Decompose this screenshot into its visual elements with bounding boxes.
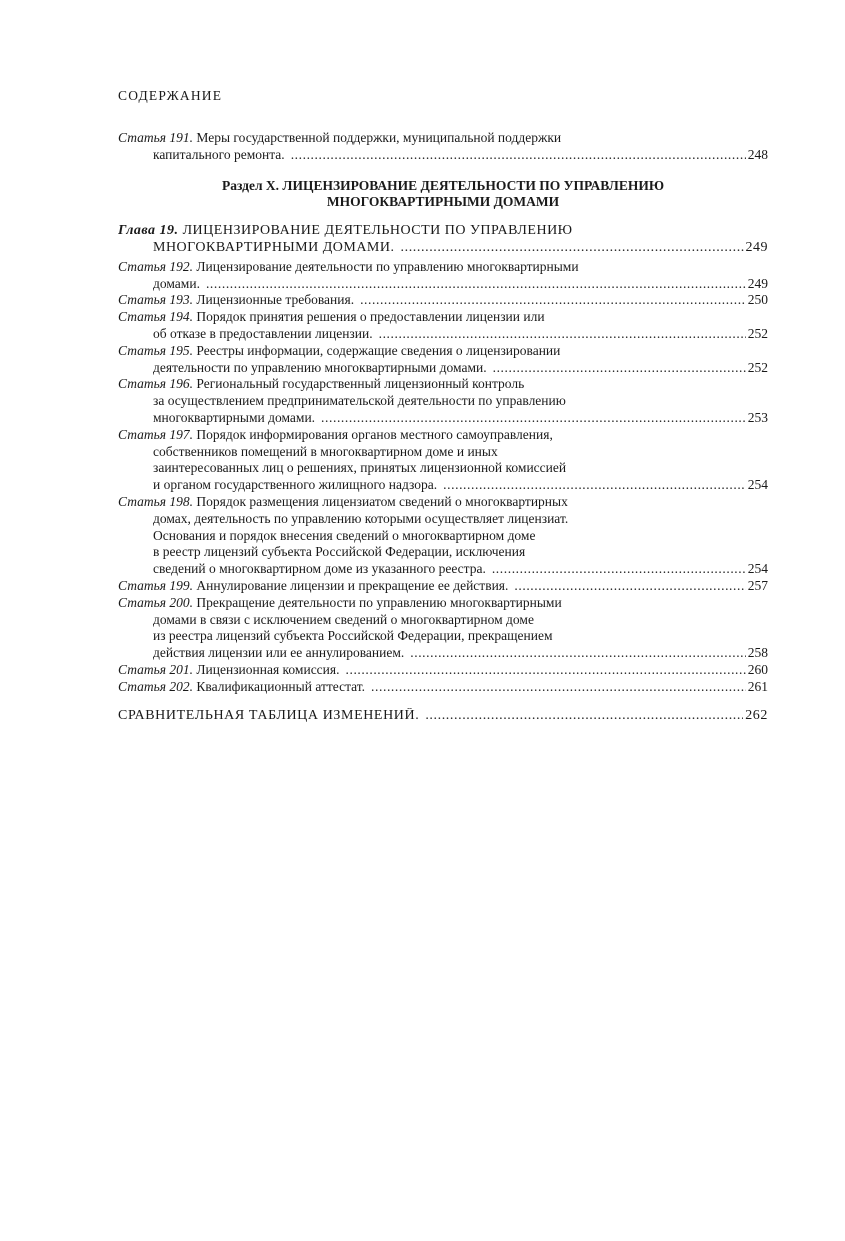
toc-entry-text: [153, 528, 535, 543]
dot-leader: [371, 679, 746, 696]
toc-entry-text: [153, 645, 404, 662]
toc-entry-text: [153, 544, 525, 559]
dot-leader: [492, 561, 746, 578]
toc-final-row: [118, 708, 768, 725]
toc-entry-title-part: капитального ремонта.: [153, 146, 285, 162]
toc-entry-line: [118, 477, 768, 494]
toc-entry-title-part: за осуществлением предпринимательской деятельности по управлению: [153, 393, 566, 409]
toc-entry-title-part: Порядок принятия решения о предоставлении лицензии или: [196, 309, 545, 325]
toc-entry-title-part: МНОГОКВАРТИРНЫМИ ДОМАМИ.: [153, 239, 395, 255]
toc-entry-title-part: домами.: [153, 275, 200, 291]
toc-entry-text: [153, 444, 498, 459]
dot-leader: [514, 578, 745, 595]
toc-entry-line: [118, 276, 768, 293]
toc-entry-text: [118, 494, 568, 509]
toc-entry-label: Статья 198.: [118, 493, 194, 509]
toc-entry-text: [118, 376, 524, 391]
toc-entry-label: Статья 199.: [118, 577, 194, 593]
toc-entry-label: Статья 200.: [118, 594, 194, 610]
toc-entry-page: 252: [747, 325, 768, 341]
toc-list-before: [118, 130, 768, 164]
toc-entry: [118, 343, 768, 377]
toc-entry-line: [118, 544, 768, 561]
toc-entry-line: [118, 292, 768, 309]
toc-entry-page: 254: [747, 561, 768, 577]
toc-entry-line: [118, 662, 768, 679]
toc-entry-title-part: Порядок информирования органов местного самоуправления,: [196, 426, 553, 442]
toc-entry-title-part: в реестр лицензий субъекта Российской Федерации, исключения: [153, 544, 526, 560]
toc-entry-line: [118, 376, 768, 393]
toc-entry-title-part: домами в связи с исключением сведений о многоквартирном доме: [153, 611, 534, 627]
toc-entry-title-part: сведений о многоквартирном доме из указанного реестра.: [153, 561, 486, 577]
toc-entry-line: [118, 612, 768, 629]
toc-entry-title-part: ЛИЦЕНЗИРОВАНИЕ ДЕЯТЕЛЬНОСТИ ПО УПРАВЛЕНИЮ: [182, 223, 573, 239]
toc-final-text: СРАВНИТЕЛЬНАЯ ТАБЛИЦА ИЗМЕНЕНИЙ.: [118, 707, 420, 723]
toc-entry-title-part: Меры государственной поддержки, муниципальной поддержки: [196, 130, 562, 145]
toc-entry-text: [118, 343, 560, 358]
toc-entry-title-part: Лицензирование деятельности по управлению многоквартирными: [196, 258, 579, 274]
toc-entry: [118, 679, 768, 696]
toc-entry-text: [118, 292, 354, 309]
toc-entry-line: [118, 223, 768, 240]
dot-leader: [346, 662, 746, 679]
toc-entry-title-part: Региональный государственный лицензионный контроль: [196, 376, 525, 392]
toc-entry-line: [118, 561, 768, 578]
toc-entry-line: [118, 511, 768, 528]
toc-entry-line: [118, 147, 768, 164]
toc-entry-label: Статья 192.: [118, 258, 194, 274]
toc-entry-text: [118, 679, 365, 696]
toc-chapter-entry: [118, 223, 768, 257]
toc-entry: [118, 259, 768, 293]
toc-entry-line: [118, 240, 768, 257]
toc-entry: [118, 578, 768, 595]
toc-entry-text: [153, 628, 553, 643]
toc-entry-line: [118, 679, 768, 696]
toc-entry-title-part: Основания и порядок внесения сведений о многоквартирном доме: [153, 527, 536, 543]
toc-entry: [118, 494, 768, 578]
toc-entry-text: [118, 427, 553, 442]
toc-entry-text: [153, 326, 373, 343]
toc-entry-title-part: деятельности по управлению многоквартирными домами.: [153, 359, 487, 375]
toc-entry-text: [118, 662, 340, 679]
toc-entry-page: 252: [747, 359, 768, 375]
toc-entry-line: [118, 309, 768, 326]
toc-entry-label: Статья 202.: [118, 678, 194, 694]
toc-entry-text: [153, 511, 568, 526]
dot-leader: [379, 326, 746, 343]
toc-entry-title-part: Прекращение деятельности по управлению многоквартирными: [196, 594, 562, 610]
toc-entry-title-part: действия лицензии или ее аннулированием.: [153, 645, 405, 661]
section-heading-line-2: МНОГОКВАРТИРНЫМИ ДОМАМИ: [326, 194, 560, 210]
toc-entry-line: [118, 427, 768, 444]
toc-entry-line: [118, 494, 768, 511]
toc-entry-title-part: из реестра лицензий субъекта Российской Федерации, прекращением: [153, 628, 553, 644]
toc-entry-text: [118, 223, 573, 238]
toc-entry-page: 257: [747, 577, 768, 593]
toc-entry-text: [118, 259, 579, 274]
toc-entry-label: Статья 193.: [118, 292, 194, 308]
dot-leader: [410, 645, 746, 662]
toc-entry-page: 261: [747, 678, 768, 694]
section-heading: [118, 178, 768, 212]
toc-entry: [118, 662, 768, 679]
toc-entry-line: [118, 595, 768, 612]
toc-entry-title-part: Порядок размещения лицензиатом сведений о многоквартирных: [196, 493, 568, 509]
toc-entry-label: Статья 196.: [118, 376, 194, 392]
toc-entry-line: [118, 528, 768, 545]
toc-entry-text: [153, 147, 285, 164]
toc-entry-page: 249: [745, 239, 768, 255]
toc-entry-line: [118, 130, 768, 147]
toc-entry-text: [153, 460, 566, 475]
toc-entry-text: [153, 240, 395, 257]
toc-entry-title-part: Реестры информации, содержащие сведения о лицензировании: [196, 342, 561, 358]
toc-entry-text: [153, 393, 566, 408]
toc-entry-text: [153, 477, 437, 494]
toc-entry-page: 249: [747, 275, 768, 291]
toc-entry: [118, 376, 768, 426]
toc-entry-page: 260: [747, 661, 768, 677]
toc-entry-text: [153, 276, 200, 293]
toc-entry-text: [118, 130, 561, 145]
dot-leader: [360, 292, 746, 309]
toc-entry-label: Статья 191.: [118, 130, 194, 145]
toc-entry-label: Статья 195.: [118, 342, 194, 358]
section-heading-line-1: Раздел X. ЛИЦЕНЗИРОВАНИЕ ДЕЯТЕЛЬНОСТИ ПО УПРАВЛЕНИЮ: [221, 177, 665, 193]
toc-entry-line: [118, 393, 768, 410]
toc-entry-title-part: Лицензионные требования.: [196, 292, 355, 308]
dot-leader: [291, 147, 746, 164]
toc-entry-page: 248: [747, 146, 768, 162]
dot-leader: [425, 708, 743, 725]
toc-entry-title-part: многоквартирными домами.: [153, 409, 316, 425]
toc-entry: [118, 427, 768, 494]
toc-entry: [118, 309, 768, 343]
toc-entry-label: Глава 19.: [118, 223, 179, 239]
toc-entry-page: 254: [747, 477, 768, 493]
toc-entry-label: Статья 201.: [118, 661, 194, 677]
toc-entry-line: [118, 326, 768, 343]
toc-entry-text: [118, 595, 562, 610]
dot-leader: [321, 410, 746, 427]
toc-article-list: [118, 259, 768, 696]
toc-entry-page: 258: [747, 645, 768, 661]
toc-entry-title-part: Аннулирование лицензии и прекращение ее действия.: [196, 577, 509, 593]
toc-entry-line: [118, 460, 768, 477]
toc-final-entry: [118, 708, 768, 725]
toc-entry-label: Статья 194.: [118, 309, 194, 325]
toc-entry-line: [118, 343, 768, 360]
toc-entry-label: Статья 197.: [118, 426, 194, 442]
toc-entry-line: [118, 645, 768, 662]
toc-final-page: 262: [745, 707, 768, 723]
running-head: СОДЕРЖАНИЕ: [118, 88, 223, 103]
toc-entry-text: [118, 578, 508, 595]
toc-entry-page: 253: [747, 409, 768, 425]
toc-entry-page: 250: [747, 292, 768, 308]
toc-entry-line: [118, 578, 768, 595]
dot-leader: [206, 276, 746, 293]
toc-entry-title-part: Квалификационный аттестат.: [196, 678, 366, 694]
toc-entry-title-part: об отказе в предоставлении лицензии.: [153, 325, 373, 341]
toc-entry-title-part: домах, деятельность по управлению которыми осуществляет лицензиат.: [153, 510, 569, 526]
toc-entry: [118, 595, 768, 662]
dot-leader: [493, 360, 746, 377]
toc-entry-line: [118, 410, 768, 427]
toc-entry: [118, 130, 768, 164]
toc-entry: [118, 292, 768, 309]
toc-entry-line: [118, 628, 768, 645]
toc-entry-title-part: заинтересованных лиц о решениях, принятых лицензионной комиссией: [153, 460, 567, 476]
toc-entry-text: [153, 360, 487, 377]
toc-page: [118, 86, 768, 724]
toc-entry-title-part: и органом государственного жилищного надзора.: [153, 477, 438, 493]
toc-entry-title-part: Лицензионная комиссия.: [196, 661, 340, 677]
toc-entry-text: [153, 561, 486, 578]
toc-entry-text: [153, 410, 315, 427]
toc-entry-line: [118, 259, 768, 276]
toc-entry-title-part: собственников помещений в многоквартирном доме и иных: [153, 443, 498, 459]
toc-entry-line: [118, 360, 768, 377]
dot-leader: [443, 477, 746, 494]
toc-entry-text: [153, 612, 534, 627]
toc-entry-text: [118, 309, 545, 324]
toc-entry-line: [118, 444, 768, 461]
dot-leader: [401, 240, 744, 257]
